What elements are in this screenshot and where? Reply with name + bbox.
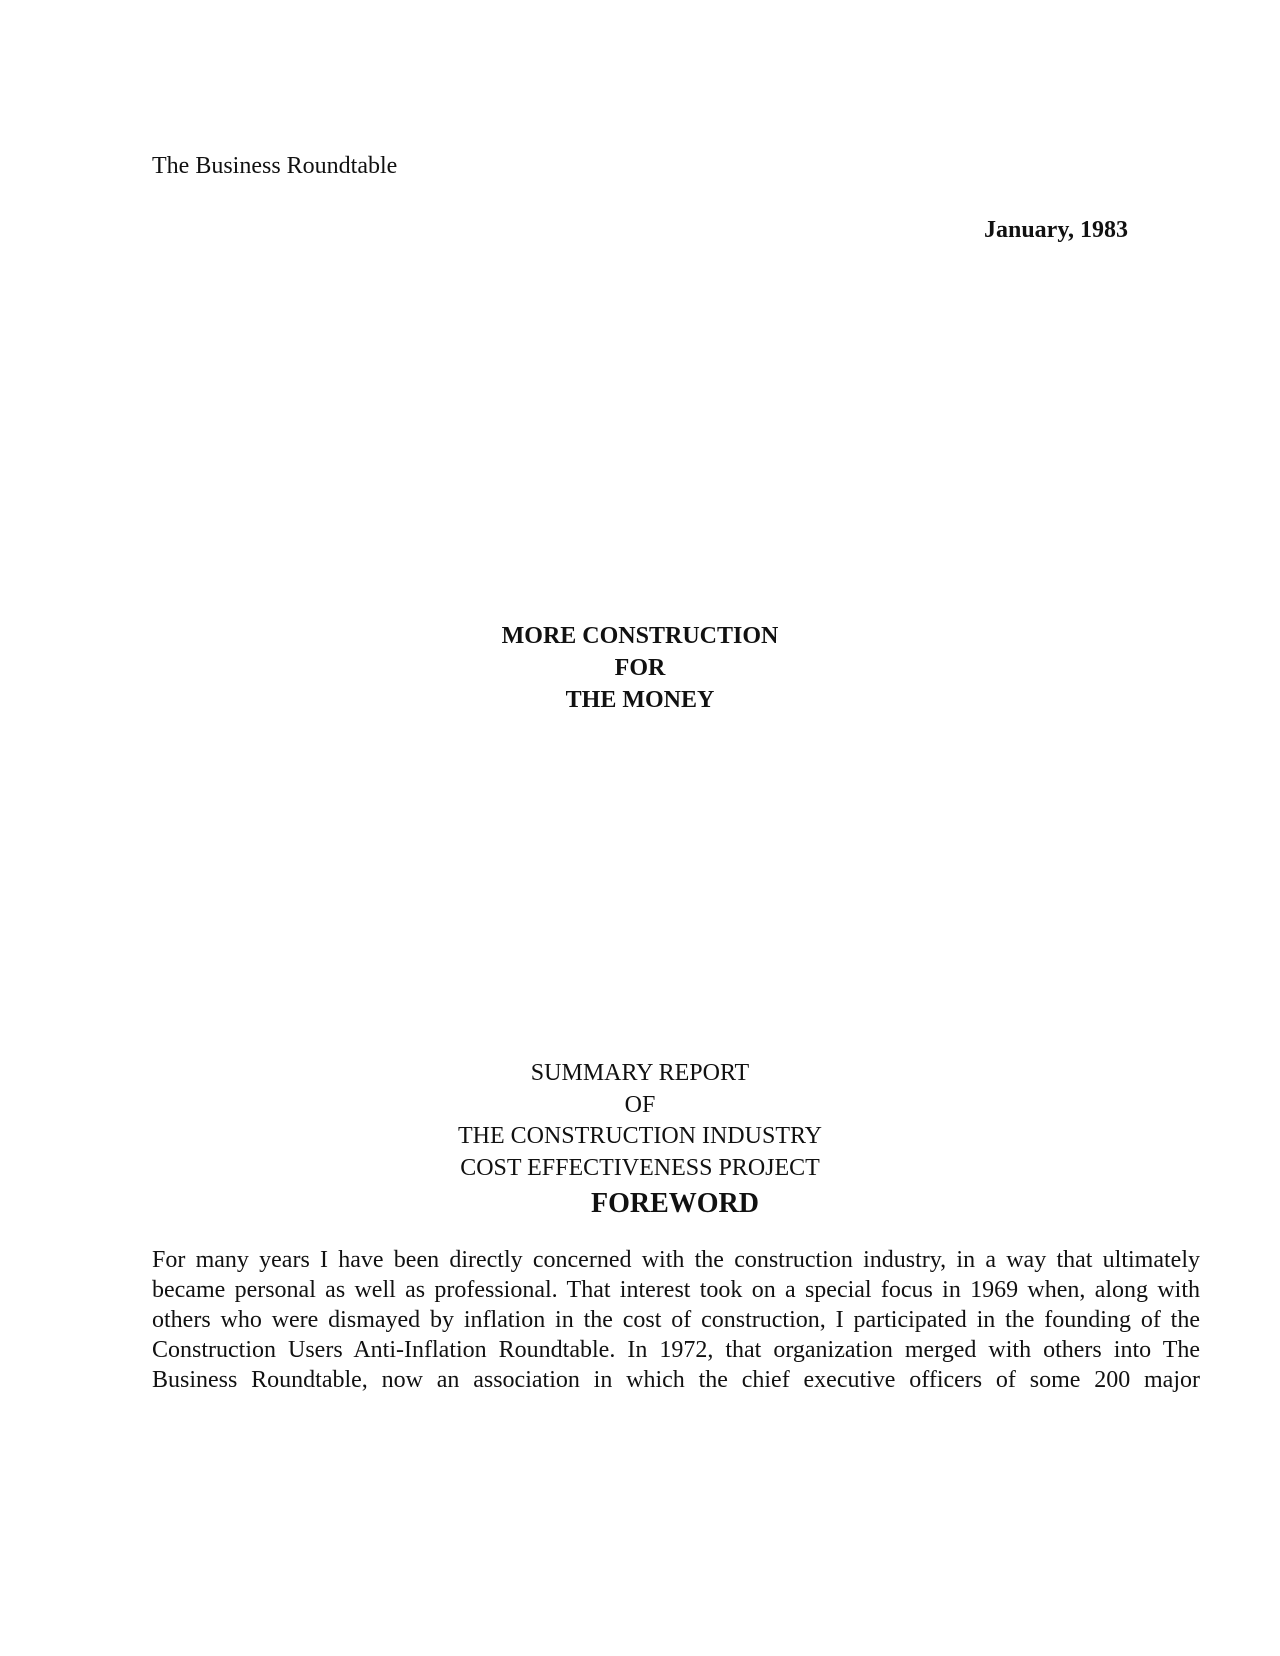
- subtitle-line: SUMMARY REPORT: [530, 1060, 750, 1086]
- report-date: January, 1983: [983, 217, 1128, 243]
- paragraph-line: others who were dismayed by inflation in the cost of construction, I participated in the founding of the: [152, 1307, 1200, 1333]
- document-subtitle: [340, 1058, 940, 1184]
- organization-name: The Business Roundtable: [152, 153, 398, 179]
- title-line: MORE CONSTRUCTION: [501, 623, 779, 649]
- paragraph-line: became personal as well as professional. That interest took on a special focus in 1969 when, along with: [152, 1277, 1200, 1303]
- foreword-paragraph: [152, 1245, 1200, 1395]
- paragraph-line: Business Roundtable, now an association in which the chief executive officers of some 200 major: [152, 1367, 1200, 1393]
- subtitle-line: COST EFFECTIVENESS PROJECT: [460, 1154, 820, 1181]
- document-title: [340, 620, 940, 716]
- paragraph-line: For many years I have been directly concerned with the construction industry, in a way that ultimately: [152, 1247, 1200, 1273]
- subtitle-line: THE CONSTRUCTION INDUSTRY: [457, 1123, 822, 1149]
- paragraph-line: Construction Users Anti-Inflation Roundtable. In 1972, that organization merged with others into The: [152, 1337, 1200, 1363]
- title-line: FOR: [614, 655, 666, 681]
- subtitle-line: OF: [624, 1091, 656, 1118]
- title-line: THE MONEY: [565, 687, 715, 713]
- foreword-heading: FOREWORD: [591, 1188, 759, 1219]
